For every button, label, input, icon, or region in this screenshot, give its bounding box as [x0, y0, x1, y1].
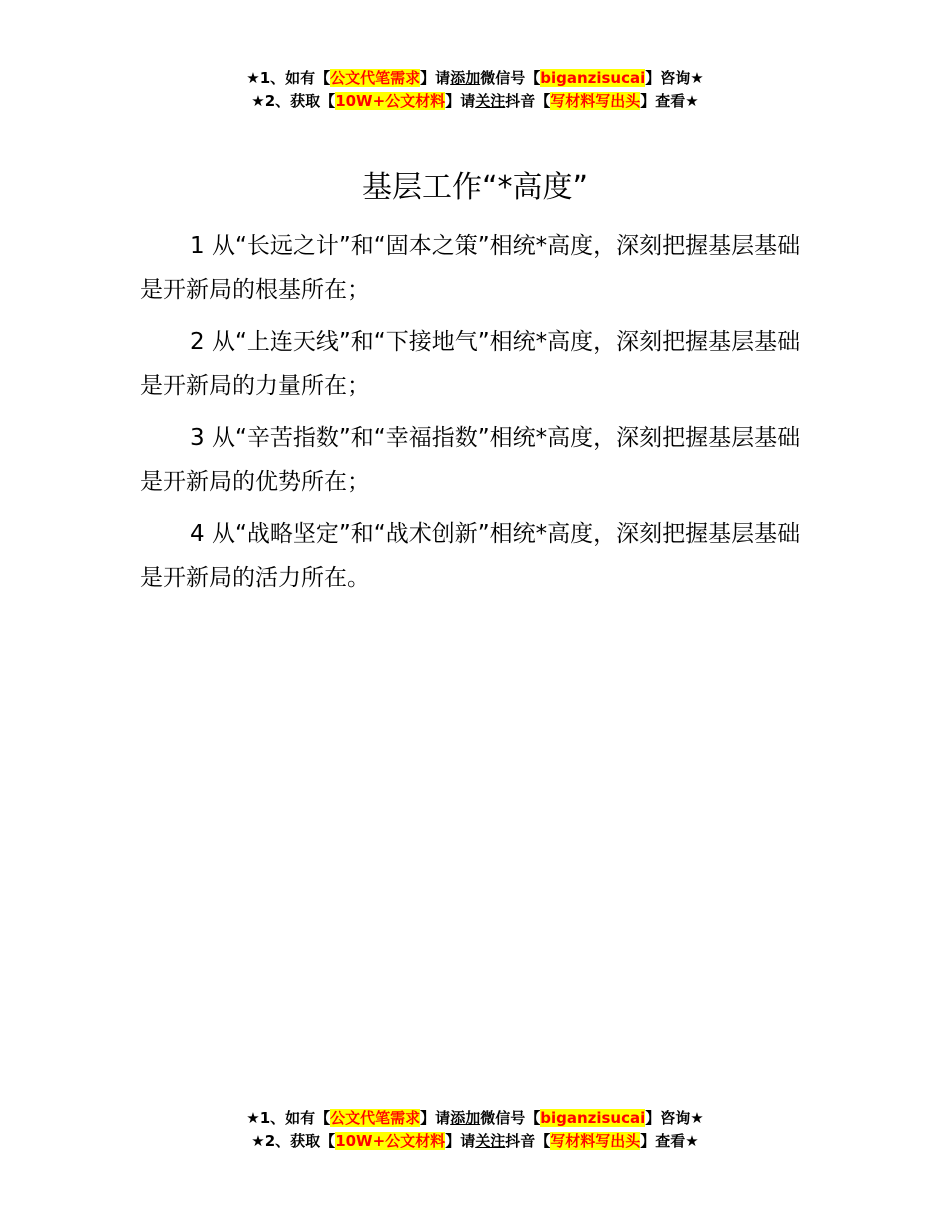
wechat-id: biganzisucai — [540, 69, 646, 87]
underlined-text: 关注 — [475, 92, 506, 110]
banner-text: ★2、获取【 — [251, 92, 336, 110]
banner-text: 微信号【 — [480, 1109, 541, 1127]
highlight-text: 10W+公文材料 — [335, 92, 446, 110]
highlight-text: 公文代笔需求 — [330, 69, 421, 87]
banner-line-2 — [0, 90, 950, 113]
paragraph-4: 4 从“战略坚定”和“战术创新”相统*高度，深刻把握基层基础是开新局的活力所在。 — [140, 521, 801, 591]
highlight-text: 10W+公文材料 — [335, 1132, 446, 1150]
banner-text: 抖音【 — [505, 92, 551, 110]
banner-text: 抖音【 — [505, 1132, 551, 1150]
banner-text: 】请 — [445, 1132, 476, 1150]
banner-line-2 — [0, 1130, 950, 1153]
paragraph-1: 1 从“长远之计”和“固本之策”相统*高度，深刻把握基层基础是开新局的根基所在； — [140, 233, 801, 303]
banner-text: ★1、如有【 — [246, 69, 331, 87]
banner-line-1 — [0, 1107, 950, 1130]
banner-text: 】请 — [420, 69, 451, 87]
header-banner — [0, 67, 950, 113]
banner-text: 】查看★ — [640, 92, 699, 110]
banner-text: ★1、如有【 — [246, 1109, 331, 1127]
banner-line-1 — [0, 67, 950, 90]
underlined-text: 关注 — [475, 1132, 506, 1150]
underlined-text: 添加 — [450, 69, 481, 87]
highlight-text: 公文代笔需求 — [330, 1109, 421, 1127]
douyin-account: 写材料写出头 — [550, 92, 641, 110]
banner-text: 】请 — [445, 92, 476, 110]
underlined-text: 添加 — [450, 1109, 481, 1127]
banner-text: 】咨询★ — [645, 1109, 704, 1127]
wechat-id: biganzisucai — [540, 1109, 646, 1127]
banner-text: 】查看★ — [640, 1132, 699, 1150]
footer-banner — [0, 1107, 950, 1153]
paragraph-3: 3 从“辛苦指数”和“幸福指数”相统*高度，深刻把握基层基础是开新局的优势所在； — [140, 425, 801, 495]
document-body — [140, 224, 815, 608]
banner-text: 】咨询★ — [645, 69, 704, 87]
paragraph-2: 2 从“上连天线”和“下接地气”相统*高度，深刻把握基层基础是开新局的力量所在； — [140, 329, 801, 399]
banner-text: ★2、获取【 — [251, 1132, 336, 1150]
banner-text: 微信号【 — [480, 69, 541, 87]
document-title: 基层工作“*高度” — [361, 170, 589, 205]
banner-text: 】请 — [420, 1109, 451, 1127]
douyin-account: 写材料写出头 — [550, 1132, 641, 1150]
